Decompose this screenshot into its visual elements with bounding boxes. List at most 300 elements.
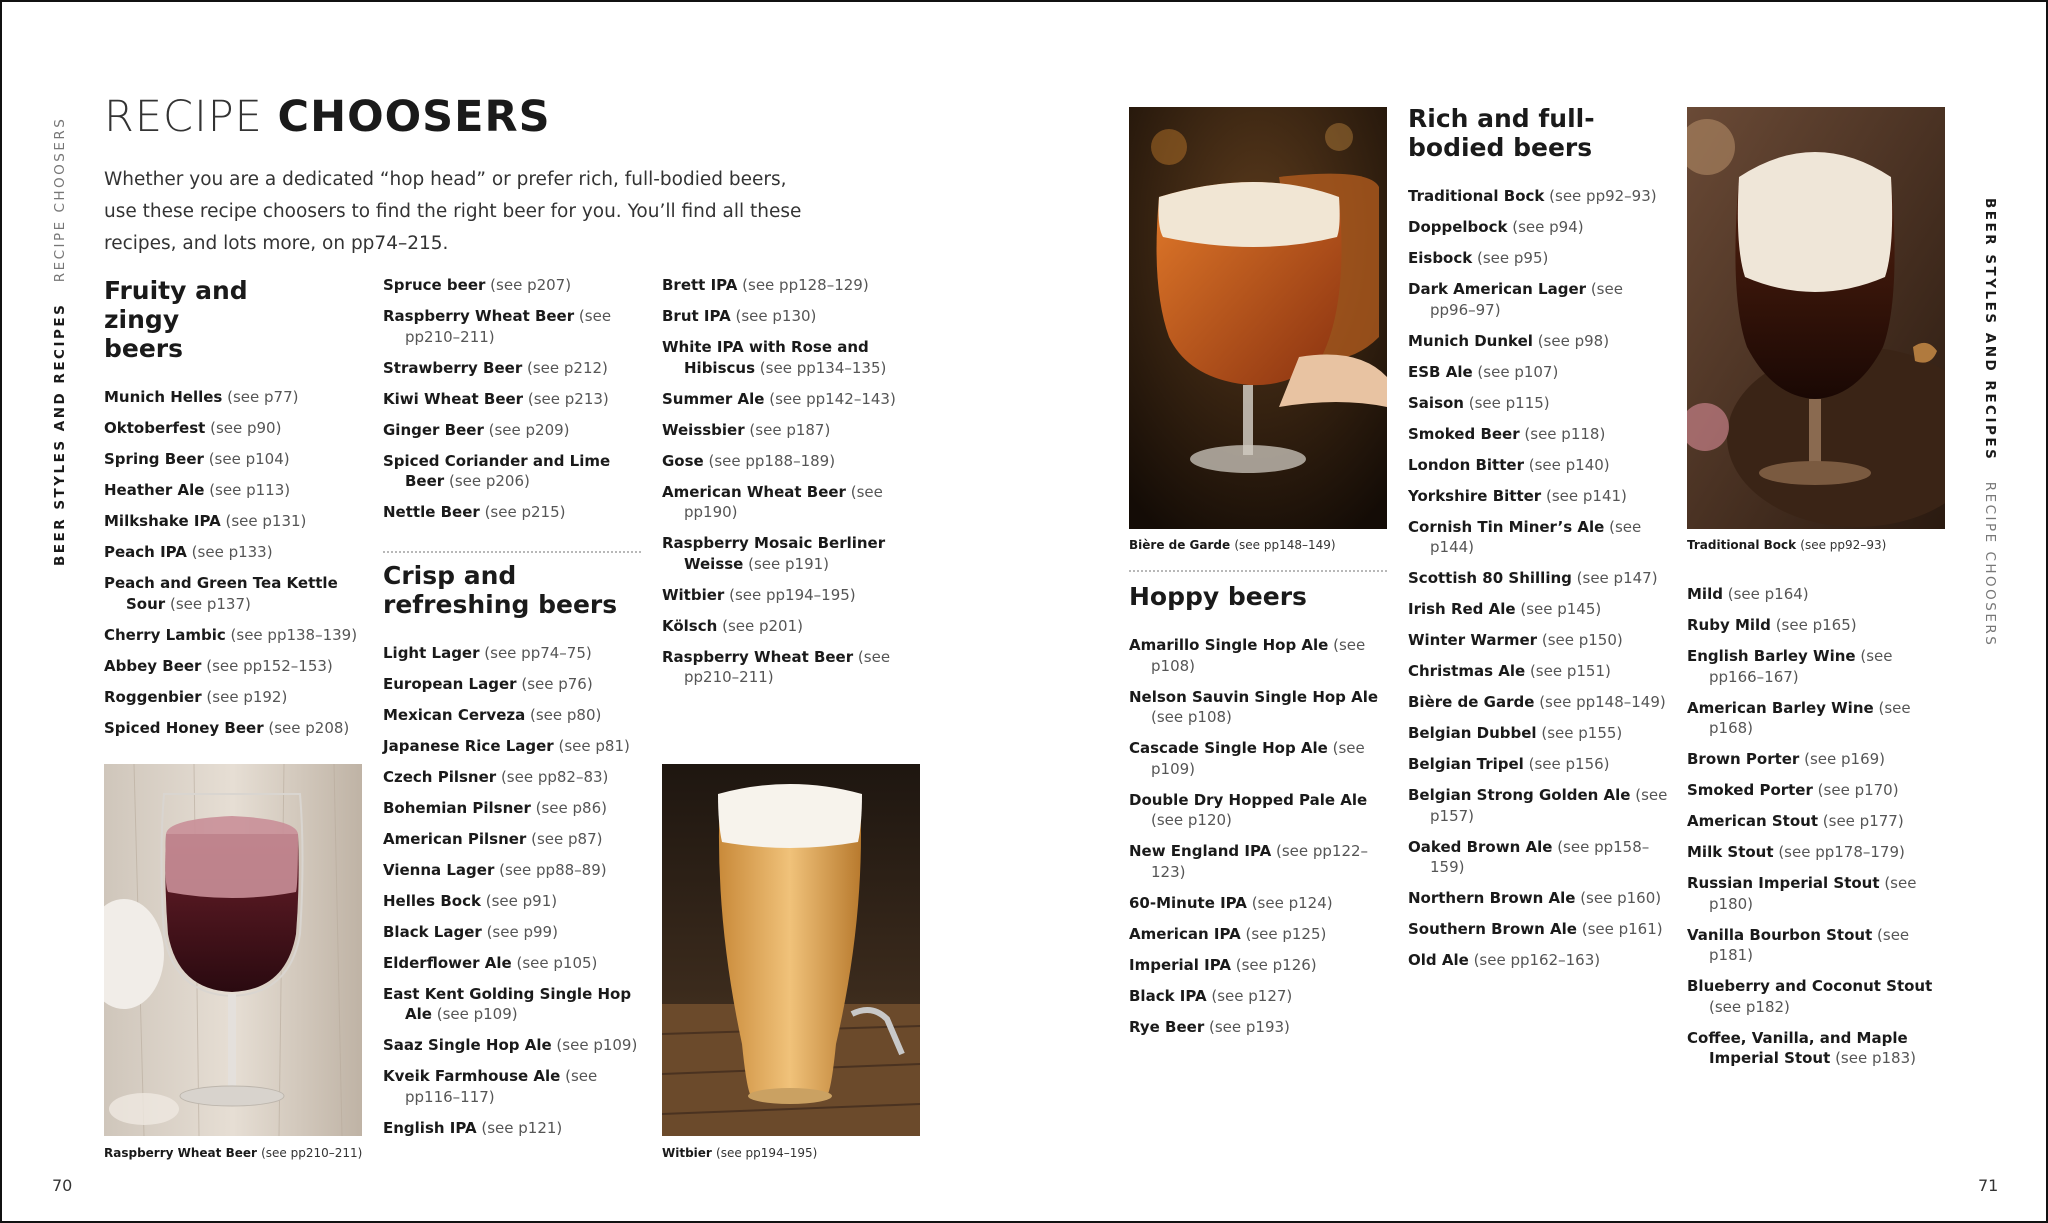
recipe-entry bbox=[104, 387, 374, 408]
raspberry-caption bbox=[104, 1146, 362, 1160]
recipe-entry bbox=[1687, 646, 1949, 687]
recipe-entry bbox=[104, 449, 374, 470]
recipe-name: Mild bbox=[1687, 585, 1723, 603]
recipe-entry bbox=[104, 418, 374, 439]
recipe-name: Ginger Beer bbox=[383, 420, 484, 439]
recipe-page-ref: (see p77) bbox=[227, 388, 299, 406]
recipe-page-ref: (see p213) bbox=[527, 389, 609, 408]
recipe-name: Weissbier bbox=[662, 420, 745, 439]
side-right-section: BEER STYLES AND RECIPES bbox=[1982, 198, 1998, 462]
recipe-entry bbox=[1129, 986, 1391, 1007]
recipe-page-ref: (see pp210–211) bbox=[684, 647, 891, 686]
recipe-name: American Wheat Beer bbox=[662, 482, 846, 501]
recipe-entry bbox=[662, 337, 924, 378]
recipe-page-ref: (see p113) bbox=[209, 481, 291, 499]
witbier-photo bbox=[662, 764, 920, 1136]
recipe-entry bbox=[1687, 976, 1949, 1017]
recipe-name: Munich Dunkel bbox=[1408, 331, 1533, 350]
recipe-name: Winter Warmer bbox=[1408, 631, 1538, 649]
recipe-page-ref: (see pp74–75) bbox=[484, 643, 592, 662]
bock-caption-ref: (see pp92–93) bbox=[1800, 538, 1887, 552]
recipe-entry bbox=[104, 718, 374, 739]
witbier-caption-name: Witbier bbox=[662, 1146, 712, 1160]
recipe-page-ref: (see pp210–211) bbox=[405, 307, 612, 346]
recipe-page-ref: (see p105) bbox=[516, 953, 598, 972]
recipe-page-ref: (see p164) bbox=[1727, 585, 1809, 603]
recipe-name: Raspberry Wheat Beer bbox=[662, 647, 854, 666]
page-number-right: 71 bbox=[1978, 1176, 1999, 1195]
recipe-name: American Barley Wine bbox=[1687, 698, 1874, 717]
recipe-name: Belgian Dubbel bbox=[1408, 724, 1537, 742]
recipe-name: Elderflower Ale bbox=[383, 953, 512, 972]
recipe-name: Spiced Coriander and Lime Beer bbox=[383, 451, 611, 490]
recipe-entry bbox=[1687, 749, 1949, 770]
recipe-name: Smoked Porter bbox=[1687, 781, 1813, 799]
recipe-name: Gose bbox=[662, 451, 704, 470]
recipe-name: Northern Brown Ale bbox=[1408, 889, 1576, 907]
recipe-entry bbox=[104, 625, 374, 646]
rich-column bbox=[1408, 104, 1670, 981]
recipe-name: New England IPA bbox=[1129, 842, 1272, 860]
recipe-entry bbox=[1129, 687, 1391, 728]
recipe-page-ref: (see p120) bbox=[1151, 811, 1232, 829]
recipe-name: Munich Helles bbox=[104, 388, 223, 406]
recipe-name: Nettle Beer bbox=[383, 503, 480, 521]
hoppy-column bbox=[1129, 582, 1391, 1048]
recipe-name: Irish Red Ale bbox=[1408, 600, 1516, 618]
recipe-name: English Barley Wine bbox=[1687, 647, 1856, 665]
recipe-entry bbox=[383, 1118, 641, 1139]
recipe-name: Amarillo Single Hop Ale bbox=[1129, 636, 1329, 654]
recipe-entry bbox=[1408, 248, 1670, 269]
recipe-page-ref: (see pp128–129) bbox=[742, 276, 869, 294]
recipe-entry bbox=[1129, 893, 1391, 914]
biere-caption-ref: (see pp148–149) bbox=[1234, 538, 1336, 552]
recipe-page-ref: (see p177) bbox=[1822, 812, 1904, 830]
recipe-page-ref: (see pp142–143) bbox=[769, 389, 896, 408]
recipe-name: London Bitter bbox=[1408, 455, 1524, 474]
recipe-page-ref: (see pp82–83) bbox=[500, 767, 609, 786]
witbier-caption-ref: (see pp194–195) bbox=[716, 1146, 818, 1160]
recipe-page-ref: (see p156) bbox=[1528, 755, 1610, 773]
fruity-list-continued bbox=[383, 275, 641, 523]
bock-caption-name: Traditional Bock bbox=[1687, 538, 1797, 552]
recipe-name: Kveik Farmhouse Ale bbox=[383, 1067, 561, 1085]
raspberry-caption-name: Raspberry Wheat Beer bbox=[104, 1146, 257, 1160]
recipe-page-ref: (see p170) bbox=[1817, 781, 1899, 799]
recipe-page-ref: (see p108) bbox=[1151, 636, 1366, 675]
side-running-head-left bbox=[52, 117, 68, 566]
recipe-page-ref: (see pp158–159) bbox=[1430, 837, 1650, 876]
bock-caption bbox=[1687, 538, 1886, 552]
recipe-name: Bohemian Pilsner bbox=[383, 798, 531, 817]
recipe-entry bbox=[1687, 1028, 1949, 1069]
recipe-name: East Kent Golding Single Hop Ale bbox=[383, 984, 632, 1023]
recipe-entry bbox=[383, 953, 641, 974]
recipe-page-ref: (see pp152–153) bbox=[206, 656, 333, 675]
recipe-name: Raspberry Wheat Beer bbox=[383, 307, 575, 325]
crisp-list-continued bbox=[662, 275, 924, 688]
recipe-page-ref: (see p137) bbox=[169, 594, 251, 613]
recipe-name: Japanese Rice Lager bbox=[383, 736, 554, 755]
recipe-name: Eisbock bbox=[1408, 249, 1473, 267]
recipe-page-ref: (see pp178–179) bbox=[1778, 843, 1905, 861]
recipe-page-ref: (see p209) bbox=[488, 420, 570, 439]
recipe-entry bbox=[662, 647, 924, 688]
recipe-entry bbox=[104, 656, 374, 677]
recipe-entry bbox=[104, 511, 374, 532]
recipe-page-ref: (see p193) bbox=[1209, 1017, 1290, 1036]
raspberry-caption-ref: (see pp210–211) bbox=[261, 1146, 363, 1160]
recipe-entry bbox=[383, 860, 641, 881]
recipe-entry bbox=[383, 451, 641, 492]
recipe-name: Light Lager bbox=[383, 643, 480, 662]
recipe-page-ref: (see p155) bbox=[1541, 724, 1623, 742]
recipe-entry bbox=[383, 736, 641, 757]
recipe-name: Summer Ale bbox=[662, 389, 765, 408]
hoppy-divider bbox=[1129, 570, 1387, 572]
recipe-name: Oaked Brown Ale bbox=[1408, 837, 1553, 856]
title-bold: CHOOSERS bbox=[277, 92, 551, 142]
recipe-name: Rye Beer bbox=[1129, 1017, 1205, 1036]
recipe-entry bbox=[662, 616, 924, 637]
rich-heading: Rich and full-bodied beers bbox=[1408, 104, 1595, 162]
recipe-page-ref: (see pp92–93) bbox=[1549, 187, 1657, 205]
recipe-page-ref: (see p201) bbox=[722, 616, 803, 635]
recipe-entry bbox=[104, 573, 374, 614]
recipe-entry bbox=[383, 275, 641, 296]
recipe-page-ref: (see pp116–117) bbox=[405, 1067, 598, 1106]
rich-column-continued bbox=[1687, 584, 1949, 1079]
recipe-name: Black IPA bbox=[1129, 986, 1207, 1005]
recipe-page-ref: (see p145) bbox=[1520, 600, 1602, 618]
recipe-name: Vanilla Bourbon Stout bbox=[1687, 925, 1873, 944]
recipe-entry bbox=[1129, 924, 1391, 945]
recipe-entry bbox=[1408, 279, 1670, 320]
recipe-entry bbox=[1129, 841, 1391, 882]
biere-caption-name: Bière de Garde bbox=[1129, 538, 1231, 552]
title-light: RECIPE bbox=[104, 92, 263, 142]
recipe-entry bbox=[1408, 919, 1670, 940]
recipe-entry bbox=[1408, 393, 1670, 414]
recipe-name: Blueberry and Coconut Stout bbox=[1687, 977, 1933, 995]
recipe-name: Yorkshire Bitter bbox=[1408, 486, 1542, 505]
recipe-name: White IPA with Rose and Hibiscus bbox=[662, 338, 869, 377]
recipe-name: Brett IPA bbox=[662, 276, 738, 294]
recipe-name: American IPA bbox=[1129, 924, 1241, 943]
recipe-name: Coffee, Vanilla, and Maple Imperial Stout bbox=[1687, 1028, 1908, 1067]
recipe-name: Vienna Lager bbox=[383, 860, 495, 879]
recipe-entry bbox=[104, 687, 374, 708]
recipe-page-ref: (see pp122–123) bbox=[1151, 842, 1369, 881]
recipe-entry bbox=[383, 502, 641, 523]
recipe-entry bbox=[1408, 785, 1670, 826]
recipe-page-ref: (see pp88–89) bbox=[499, 860, 607, 879]
recipe-name: Spring Beer bbox=[104, 450, 204, 468]
recipe-page-ref: (see p87) bbox=[531, 829, 603, 848]
recipe-entry bbox=[1408, 486, 1670, 507]
recipe-page-ref: (see p165) bbox=[1775, 616, 1857, 634]
recipe-name: Brown Porter bbox=[1687, 750, 1800, 768]
recipe-entry bbox=[383, 767, 641, 788]
recipe-entry bbox=[383, 358, 641, 379]
recipe-name: Russian Imperial Stout bbox=[1687, 874, 1880, 892]
recipe-name: Cherry Lambic bbox=[104, 625, 226, 644]
recipe-entry bbox=[662, 451, 924, 472]
recipe-entry bbox=[1687, 842, 1949, 863]
recipe-entry bbox=[1129, 635, 1391, 676]
side-left-section: BEER STYLES AND RECIPES bbox=[52, 302, 68, 566]
recipe-entry bbox=[662, 275, 924, 296]
recipe-entry bbox=[662, 585, 924, 606]
recipe-name: ESB Ale bbox=[1408, 362, 1473, 381]
recipe-name: Ruby Mild bbox=[1687, 616, 1771, 634]
recipe-page-ref: (see p192) bbox=[206, 687, 288, 706]
recipe-entry bbox=[1687, 698, 1949, 739]
recipe-entry bbox=[1687, 584, 1949, 605]
recipe-page-ref: (see p208) bbox=[268, 718, 350, 737]
recipe-name: 60-Minute IPA bbox=[1129, 893, 1247, 912]
recipe-page-ref: (see p133) bbox=[191, 543, 273, 561]
recipe-page-ref: (see p124) bbox=[1251, 893, 1333, 912]
fruity-column bbox=[104, 276, 374, 749]
recipe-entry bbox=[1129, 1017, 1391, 1038]
recipe-entry bbox=[1687, 811, 1949, 832]
recipe-page-ref: (see p98) bbox=[1537, 331, 1610, 350]
recipe-name: Strawberry Beer bbox=[383, 358, 523, 377]
recipe-page-ref: (see p140) bbox=[1528, 455, 1610, 474]
recipe-page-ref: (see p130) bbox=[735, 307, 817, 325]
recipe-entry bbox=[383, 1066, 641, 1107]
recipe-name: Traditional Bock bbox=[1408, 187, 1545, 205]
recipe-page-ref: (see pp194–195) bbox=[729, 585, 856, 604]
side-right-chapter: RECIPE CHOOSERS bbox=[1982, 481, 1998, 648]
recipe-page-ref: (see p144) bbox=[1430, 517, 1642, 556]
recipe-name: Saaz Single Hop Ale bbox=[383, 1036, 552, 1054]
recipe-entry bbox=[383, 643, 641, 664]
recipe-entry bbox=[1408, 517, 1670, 558]
recipe-entry bbox=[1129, 738, 1391, 779]
recipe-name: American Stout bbox=[1687, 812, 1818, 830]
recipe-page-ref: (see p125) bbox=[1245, 924, 1327, 943]
fruity-crisp-column bbox=[383, 275, 641, 1149]
page-number-left: 70 bbox=[52, 1176, 73, 1195]
recipe-entry bbox=[383, 389, 641, 410]
recipe-entry bbox=[383, 1035, 641, 1056]
fruity-heading: Fruity and zingy beers bbox=[104, 276, 248, 363]
recipe-page-ref: (see p187) bbox=[749, 420, 831, 439]
recipe-entry bbox=[1408, 455, 1670, 476]
section-divider bbox=[383, 551, 641, 553]
recipe-page-ref: (see p94) bbox=[1512, 218, 1584, 236]
recipe-entry bbox=[1408, 723, 1670, 744]
recipe-name: Southern Brown Ale bbox=[1408, 920, 1577, 938]
recipe-name: Doppelbock bbox=[1408, 218, 1508, 236]
rich-list-continued bbox=[1687, 584, 1949, 1069]
recipe-page-ref: (see pp148–149) bbox=[1539, 693, 1666, 711]
recipe-name: Bière de Garde bbox=[1408, 693, 1535, 711]
recipe-entry bbox=[662, 306, 924, 327]
recipe-name: Saison bbox=[1408, 393, 1464, 412]
recipe-entry bbox=[1408, 630, 1670, 651]
recipe-page-ref: (see p160) bbox=[1580, 889, 1662, 907]
intro-text: Whether you are a dedicated “hop head” or prefer rich, full-bodied beers, use these recipe choosers to find the right beer for you. You’ll find all these recipes, and lots more, on pp74–215. bbox=[104, 169, 802, 254]
recipe-page-ref: (see pp96–97) bbox=[1430, 280, 1623, 319]
recipe-entry bbox=[383, 306, 641, 347]
recipe-page-ref: (see pp138–139) bbox=[230, 625, 358, 644]
recipe-entry bbox=[1129, 955, 1391, 976]
recipe-entry bbox=[383, 891, 641, 912]
recipe-name: American Pilsner bbox=[383, 829, 527, 848]
recipe-name: Peach and Green Tea Kettle Sour bbox=[104, 574, 338, 613]
recipe-name: Helles Bock bbox=[383, 891, 481, 910]
recipe-page-ref: (see p99) bbox=[486, 922, 558, 941]
recipe-page-ref: (see p107) bbox=[1477, 362, 1559, 381]
recipe-entry bbox=[1408, 692, 1670, 713]
recipe-entry bbox=[1408, 217, 1670, 238]
raspberry-wheat-beer-photo bbox=[104, 764, 362, 1136]
traditional-bock-photo bbox=[1687, 107, 1945, 529]
recipe-entry bbox=[662, 420, 924, 441]
recipe-page-ref: (see p80) bbox=[530, 705, 602, 724]
recipe-entry bbox=[1408, 186, 1670, 207]
recipe-name: English IPA bbox=[383, 1118, 477, 1137]
recipe-entry bbox=[1687, 925, 1949, 966]
page-title bbox=[104, 92, 551, 142]
recipe-page-ref: (see p76) bbox=[521, 674, 593, 693]
recipe-name: Milkshake IPA bbox=[104, 512, 221, 530]
recipe-page-ref: (see p109) bbox=[556, 1036, 638, 1054]
witbier-caption bbox=[662, 1146, 817, 1160]
recipe-page-ref: (see p151) bbox=[1529, 662, 1611, 680]
recipe-page-ref: (see p90) bbox=[210, 419, 282, 437]
recipe-entry bbox=[1408, 754, 1670, 775]
recipe-name: Peach IPA bbox=[104, 543, 187, 561]
recipe-page-ref: (see p127) bbox=[1211, 986, 1293, 1005]
recipe-name: Roggenbier bbox=[104, 687, 202, 706]
fruity-list bbox=[104, 387, 374, 738]
recipe-name: Nelson Sauvin Single Hop Ale bbox=[1129, 687, 1379, 706]
crisp-heading: Crisp and refreshing beers bbox=[383, 560, 618, 619]
recipe-page-ref: (see p141) bbox=[1545, 486, 1627, 505]
crisp-column-continued bbox=[662, 275, 924, 698]
recipe-entry bbox=[1687, 780, 1949, 801]
recipe-name: Spiced Honey Beer bbox=[104, 718, 264, 737]
recipe-page-ref: (see pp166–167) bbox=[1709, 647, 1893, 686]
recipe-page-ref: (see pp134–135) bbox=[759, 358, 887, 377]
recipe-entry bbox=[1129, 790, 1391, 831]
recipe-name: Milk Stout bbox=[1687, 843, 1774, 861]
recipe-name: Raspberry Mosaic Berliner Weisse bbox=[662, 534, 886, 573]
recipe-page-ref: (see p169) bbox=[1804, 750, 1886, 768]
recipe-entry bbox=[104, 480, 374, 501]
recipe-page-ref: (see p150) bbox=[1541, 631, 1623, 649]
recipe-entry bbox=[104, 542, 374, 563]
biere-caption bbox=[1129, 538, 1336, 552]
recipe-entry bbox=[1408, 362, 1670, 383]
side-running-head-right bbox=[1982, 198, 1998, 647]
recipe-page-ref: (see p109) bbox=[436, 1005, 518, 1023]
recipe-page-ref: (see p131) bbox=[225, 512, 307, 530]
recipe-entry bbox=[383, 984, 641, 1025]
recipe-name: Old Ale bbox=[1408, 951, 1469, 969]
recipe-page-ref: (see p181) bbox=[1709, 925, 1910, 964]
recipe-name: Spruce beer bbox=[383, 276, 486, 294]
recipe-page-ref: (see p183) bbox=[1835, 1049, 1916, 1067]
recipe-name: Scottish 80 Shilling bbox=[1408, 569, 1572, 587]
recipe-page-ref: (see p161) bbox=[1581, 920, 1663, 938]
recipe-entry bbox=[1408, 568, 1670, 589]
recipe-page-ref: (see p157) bbox=[1430, 786, 1668, 825]
recipe-entry bbox=[662, 533, 924, 574]
recipe-page-ref: (see pp162–163) bbox=[1473, 951, 1601, 969]
recipe-name: Czech Pilsner bbox=[383, 767, 497, 786]
recipe-name: Imperial IPA bbox=[1129, 955, 1231, 974]
recipe-name: Oktoberfest bbox=[104, 419, 206, 437]
recipe-name: Christmas Ale bbox=[1408, 662, 1526, 680]
recipe-entry bbox=[383, 798, 641, 819]
recipe-name: Mexican Cerveza bbox=[383, 705, 526, 724]
recipe-entry bbox=[1408, 950, 1670, 971]
recipe-page-ref: (see p191) bbox=[748, 554, 830, 573]
recipe-entry bbox=[1408, 837, 1670, 878]
recipe-entry bbox=[383, 420, 641, 441]
recipe-entry bbox=[383, 674, 641, 695]
recipe-page-ref: (see p147) bbox=[1576, 569, 1658, 587]
recipe-page-ref: (see p215) bbox=[484, 503, 566, 521]
recipe-page-ref: (see p121) bbox=[481, 1118, 563, 1137]
recipe-name: Brut IPA bbox=[662, 307, 731, 325]
recipe-page-ref: (see p206) bbox=[448, 472, 530, 490]
recipe-name: European Lager bbox=[383, 674, 517, 693]
recipe-name: Witbier bbox=[662, 585, 725, 604]
recipe-name: Dark American Lager bbox=[1408, 280, 1587, 298]
recipe-name: Heather Ale bbox=[104, 481, 205, 499]
hoppy-heading: Hoppy beers bbox=[1129, 582, 1307, 611]
recipe-name: Double Dry Hopped Pale Ale bbox=[1129, 790, 1368, 809]
recipe-entry bbox=[383, 829, 641, 850]
recipe-name: Belgian Tripel bbox=[1408, 755, 1524, 773]
recipe-entry bbox=[383, 922, 641, 943]
recipe-name: Cascade Single Hop Ale bbox=[1129, 739, 1328, 757]
recipe-page-ref: (see p212) bbox=[527, 358, 608, 377]
recipe-name: Smoked Beer bbox=[1408, 424, 1520, 443]
recipe-page-ref: (see p108) bbox=[1151, 708, 1232, 726]
crisp-list bbox=[383, 643, 641, 1139]
recipe-page-ref: (see pp188–189) bbox=[708, 451, 836, 470]
recipe-page-ref: (see p86) bbox=[535, 798, 607, 817]
recipe-entry bbox=[383, 705, 641, 726]
recipe-entry bbox=[1408, 331, 1670, 352]
recipe-entry bbox=[1408, 424, 1670, 445]
rich-list bbox=[1408, 186, 1670, 971]
recipe-page-ref: (see p126) bbox=[1235, 955, 1317, 974]
recipe-name: Belgian Strong Golden Ale bbox=[1408, 786, 1631, 804]
recipe-page-ref: (see p109) bbox=[1151, 739, 1365, 778]
recipe-page-ref: (see p180) bbox=[1709, 874, 1917, 913]
biere-de-garde-photo bbox=[1129, 107, 1387, 529]
recipe-entry bbox=[1408, 661, 1670, 682]
recipe-entry bbox=[662, 482, 924, 523]
recipe-name: Abbey Beer bbox=[104, 656, 202, 675]
recipe-page-ref: (see p95) bbox=[1477, 249, 1549, 267]
recipe-page-ref: (see p104) bbox=[208, 450, 290, 468]
hoppy-list bbox=[1129, 635, 1391, 1037]
recipe-page-ref: (see p115) bbox=[1468, 393, 1550, 412]
recipe-entry bbox=[1408, 599, 1670, 620]
recipe-page-ref: (see p182) bbox=[1709, 997, 1790, 1016]
recipe-page-ref: (see p81) bbox=[558, 736, 630, 755]
